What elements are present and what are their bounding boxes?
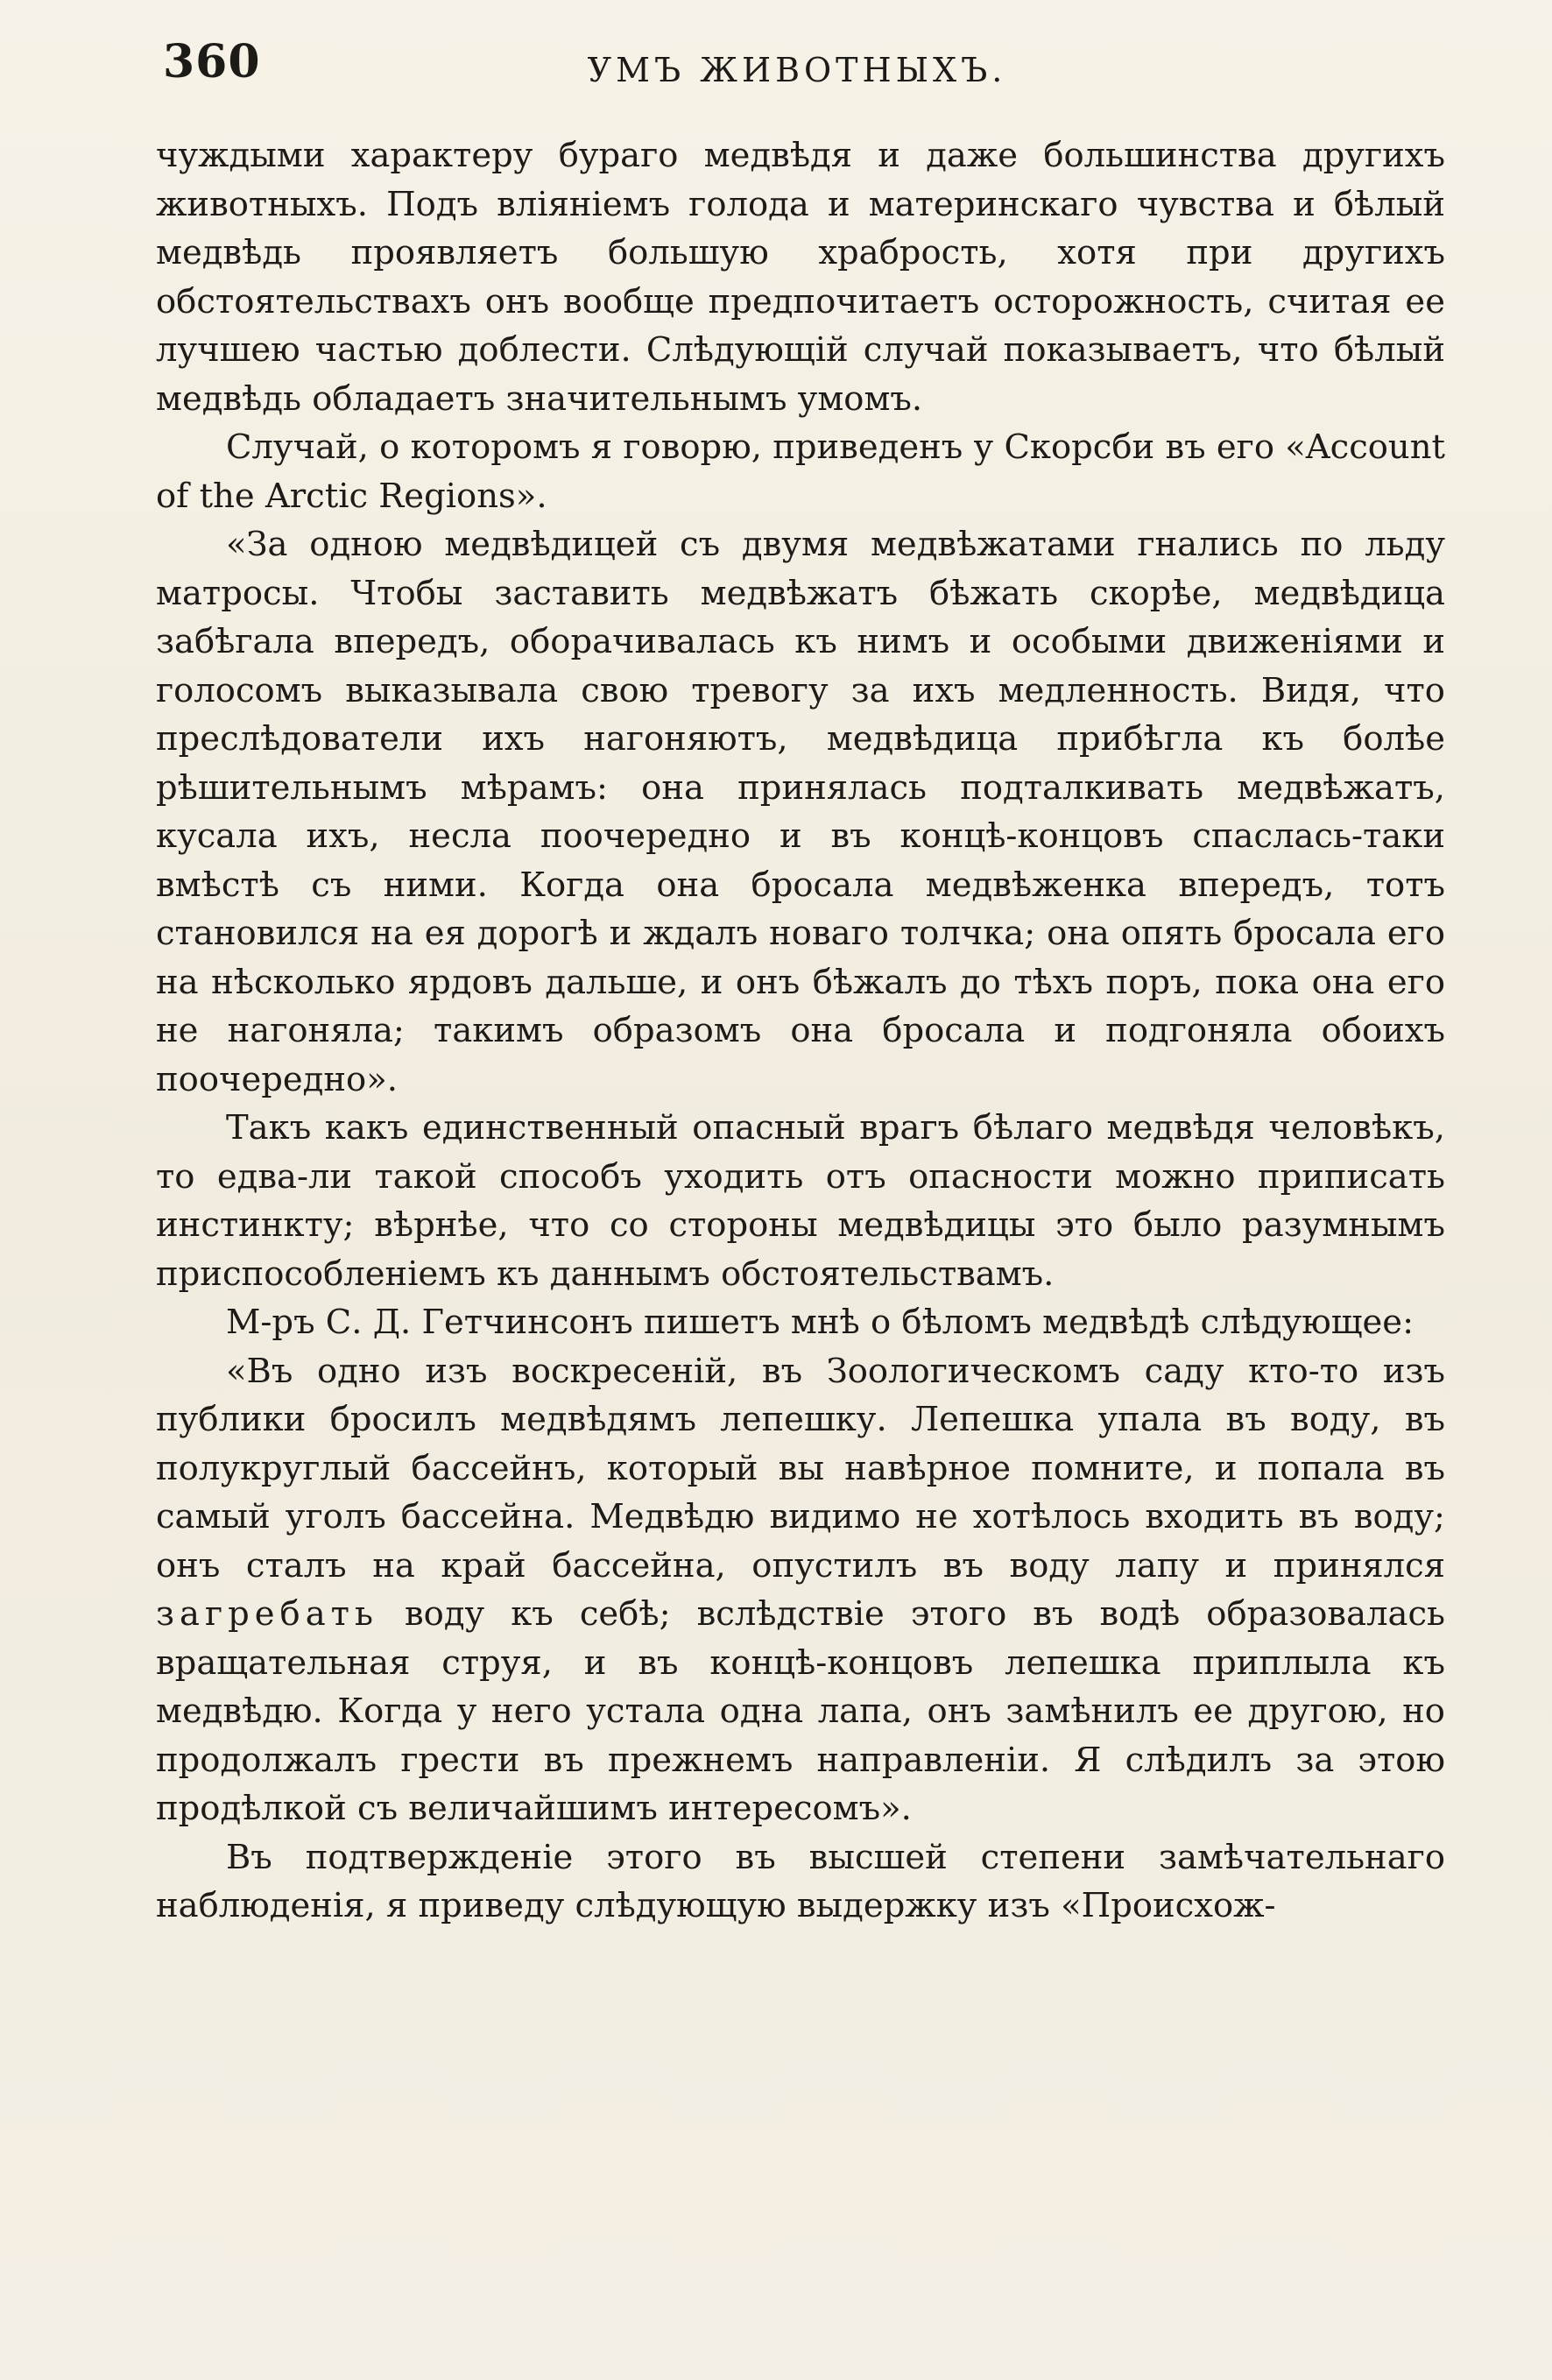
paragraph-continuation: чуждыми характеру бураго медвѣдя и даже большинства другихъ животныхъ. Подъ вліяніемъ голода и материнскаго чувства и бѣлый медвѣдь проявляетъ большую храбрость, хотя при другихъ обстоятельствахъ онъ вообще предпочитаетъ осторожность, считая ее лучшею частью доблести. Слѣдующій случай показываетъ, что бѣлый медвѣдь обладаетъ значительнымъ умомъ. bbox=[156, 136, 1445, 419]
zoo-quote-spaced-word: загребать bbox=[156, 1594, 378, 1634]
paragraph-scoresby-case: Случай, о которомъ я говорю, приведенъ у Скорсби въ его «Account of the Arctic Regions». bbox=[156, 427, 1445, 516]
paragraph-final: Въ подтвержденіе этого въ высшей степени замѣчательнаго наблюденія, я приведу слѣдующую выдержку изъ «Происхож- bbox=[156, 1837, 1445, 1925]
body-text bbox=[156, 131, 1445, 1931]
paragraph-reasoning: Такъ какъ единственный опасный врагъ бѣлаго медвѣдя человѣкъ, то едва-ли такой способъ уходить отъ опасности можно приписать инстинкту; вѣрнѣе, что со стороны медвѣдицы это было разумнымъ приспособленіемъ къ даннымъ обстоятельствамъ. bbox=[156, 1108, 1445, 1294]
zoo-quote-text-1: «Въ одно изъ воскресеній, въ Зоологическомъ саду кто-то изъ публики бросилъ медвѣдямъ лепешку. Лепешка упала въ воду, въ полукруглый бассейнъ, который вы навѣрное помните, и попала въ самый уголъ бассейна. Медвѣдю видимо не хотѣлось входить въ воду; онъ сталъ на край бассейна, опустилъ въ воду лапу и принялся bbox=[156, 1351, 1445, 1585]
running-title: УМЪ ЖИВОТНЫХЪ. bbox=[587, 51, 1007, 89]
page-number: 360 bbox=[163, 35, 261, 88]
page-header bbox=[158, 25, 1436, 103]
paragraph-zoo-quote bbox=[156, 1347, 1445, 1833]
paragraph-bear-quote: «За одною медвѣдицей съ двумя медвѣжатами гнались по льду матросы. Чтобы заставить медвѣжатъ бѣжать скорѣе, медвѣдица забѣгала впередъ, оборачивалась къ нимъ и особыми движеніями и голосомъ выказывала свою тревогу за ихъ медленность. Видя, что преслѣдователи ихъ нагоняютъ, медвѣдица прибѣгла къ болѣе рѣшительнымъ мѣрамъ: она принялась подталкивать медвѣжатъ, кусала ихъ, несла поочередно и въ концѣ-концовъ спаслась-таки вмѣстѣ съ ними. Когда она бросала медвѣженка впередъ, тотъ становился на ея дорогѣ и ждалъ новаго толчка; она опять бросала его на нѣсколько ярдовъ дальше, и онъ бѣжалъ до тѣхъ поръ, пока она его не нагоняла; такимъ образомъ она бросала и подгоняла обоихъ поочередно». bbox=[156, 525, 1445, 1099]
paragraph-hutchinson-intro: М-ръ С. Д. Гетчинсонъ пишетъ мнѣ о бѣломъ медвѣдѣ слѣдующее: bbox=[226, 1303, 1414, 1342]
zoo-quote-text-2: воду къ себѣ; вслѣдствіе этого въ водѣ образовалась вращательная струя, и въ концѣ-концовъ лепешка приплыла къ медвѣдю. Когда у него устала одна лапа, онъ замѣнилъ ее другою, но продолжалъ грести въ прежнемъ направленіи. Я слѣдилъ за этою продѣлкой съ величайшимъ интересомъ». bbox=[156, 1594, 1445, 1828]
